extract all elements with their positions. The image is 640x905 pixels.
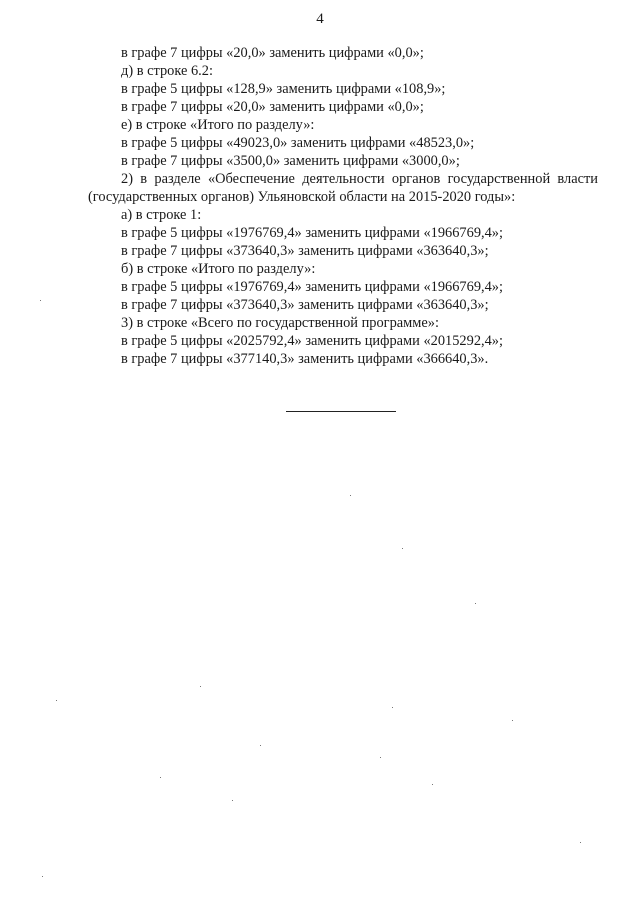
scan-speck [350,495,351,496]
text-line: в графе 7 цифры «20,0» заменить цифрами «0,0»; [121,99,424,115]
scan-speck [42,876,43,877]
scan-speck [512,720,513,721]
text-line: в графе 7 цифры «377140,3» заменить цифрами «366640,3». [121,351,489,367]
text-line: в графе 7 цифры «3500,0» заменить цифрами «3000,0»; [121,153,460,169]
scan-speck [580,842,581,843]
scan-speck [232,800,233,801]
scan-speck [40,300,41,301]
text-line: в графе 5 цифры «49023,0» заменить цифрами «48523,0»; [121,135,475,151]
text-line: 3) в строке «Всего по государственной программе»: [121,315,439,331]
text-line: б) в строке «Итого по разделу»: [121,261,316,277]
scan-speck [432,784,433,785]
scan-speck [56,700,57,701]
text-line: в графе 5 цифры «1976769,4» заменить цифрами «1966769,4»; [121,279,503,295]
scan-speck [260,745,261,746]
text-line: а) в строке 1: [121,207,202,223]
text-line: е) в строке «Итого по разделу»: [121,117,315,133]
scan-speck [200,686,201,687]
text-line: в графе 7 цифры «20,0» заменить цифрами «0,0»; [121,45,424,61]
text-line: в графе 5 цифры «2025792,4» заменить цифрами «2015292,4»; [121,333,503,349]
text-line: в графе 7 цифры «373640,3» заменить цифрами «363640,3»; [121,297,489,313]
scan-speck [380,757,381,758]
section-heading-paragraph: 2) в разделе «Обеспечение деятельности органов государственной власти (государственных органов) Ульяновской области на 2015-2020 годы»: [88,171,598,205]
text-line: в графе 5 цифры «128,9» заменить цифрами «108,9»; [121,81,446,97]
page-number: 4 [316,11,324,27]
end-separator-line [286,411,396,412]
scan-speck [160,777,161,778]
document-body [88,44,598,368]
scan-speck [392,707,393,708]
text-line: в графе 7 цифры «373640,3» заменить цифрами «363640,3»; [121,243,489,259]
text-line: д) в строке 6.2: [121,63,213,79]
scan-speck [475,603,476,604]
scan-speck [402,548,403,549]
text-line: в графе 5 цифры «1976769,4» заменить цифрами «1966769,4»; [121,225,503,241]
